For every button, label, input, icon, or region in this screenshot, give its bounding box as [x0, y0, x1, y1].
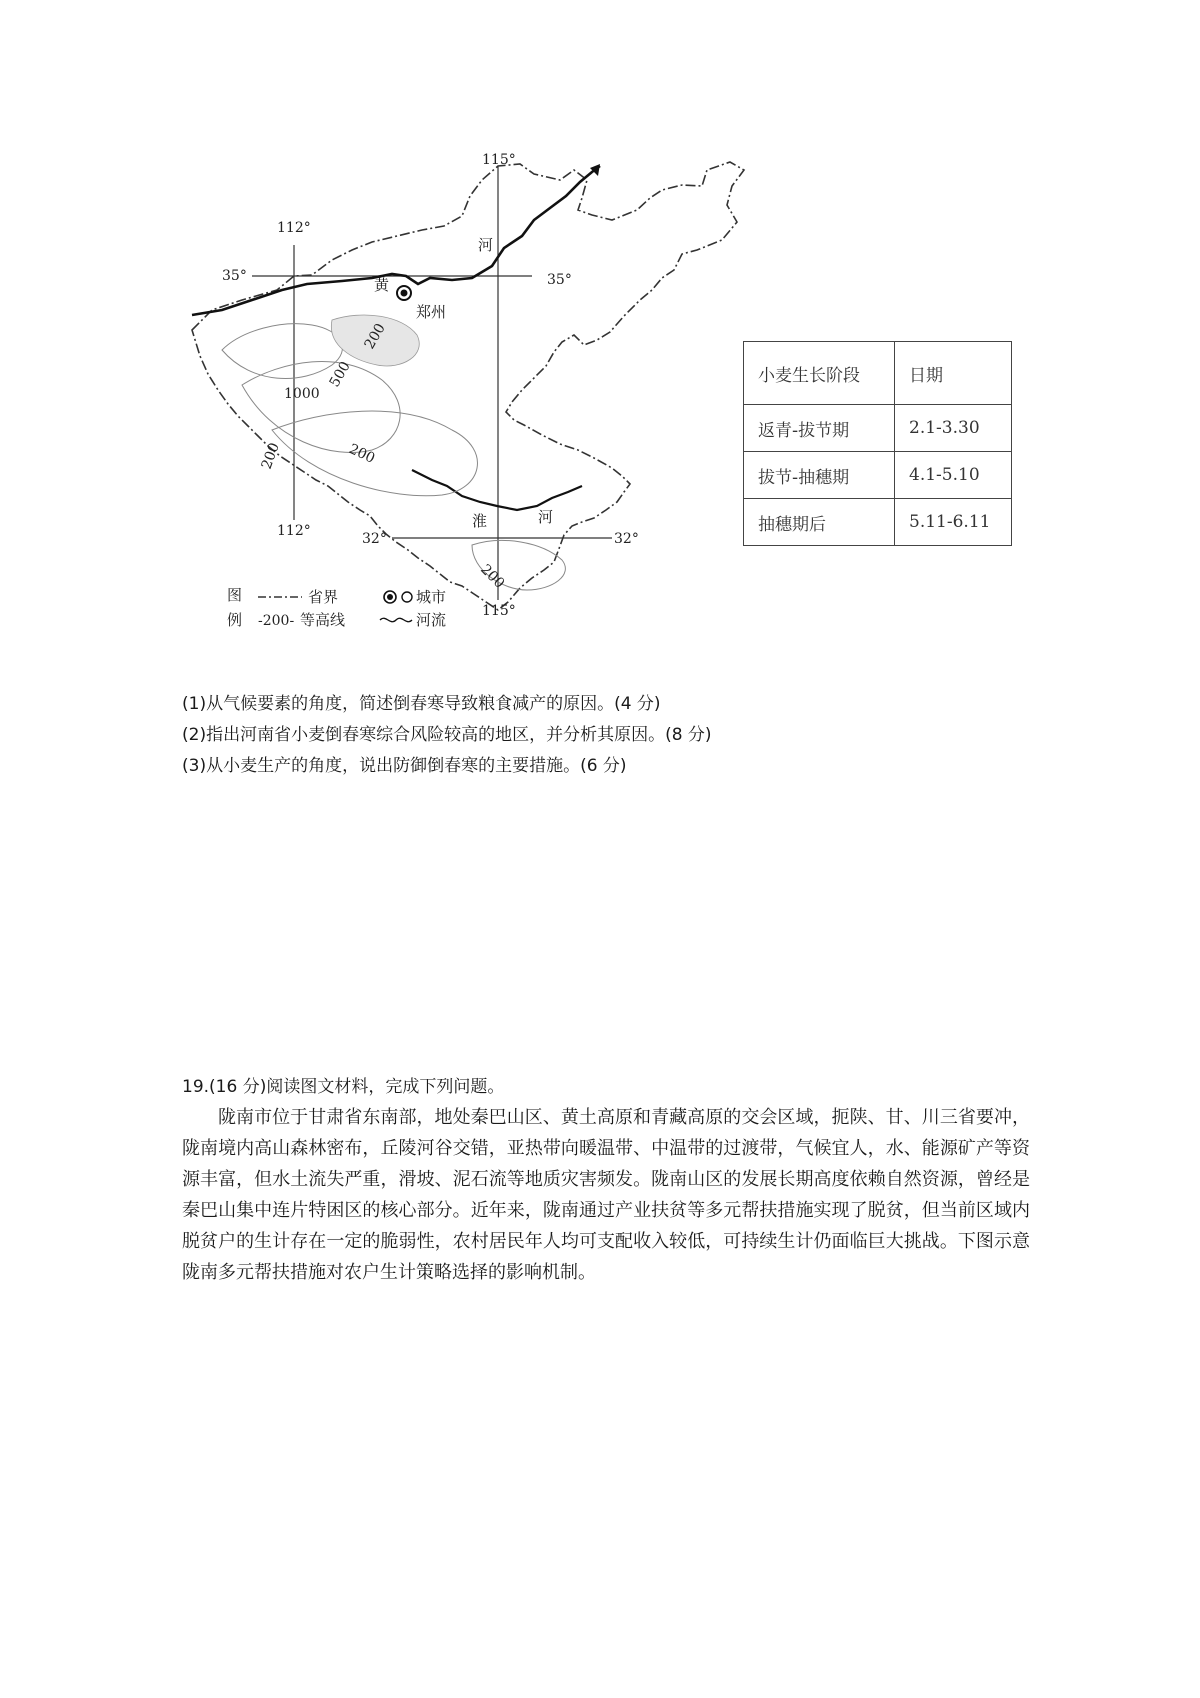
lat-35-left-label: 35°: [222, 268, 247, 284]
river-huang-label: 黄: [374, 276, 390, 294]
table-cell-date: 4.1-5.10: [895, 452, 1012, 499]
legend-title-2: 例: [227, 611, 243, 629]
table-cell-date: 5.11-6.11: [895, 499, 1012, 546]
question-19-heading: 19.(16 分)阅读图文材料，完成下列问题。: [182, 1077, 505, 1097]
yellow-river: [192, 166, 600, 315]
river-he-label-2: 河: [538, 508, 554, 526]
contour-500: [242, 358, 400, 452]
contour-200-label-d: 200: [477, 561, 508, 592]
contour-1000-label: 1000: [284, 386, 320, 402]
river-huai-label: 淮: [472, 512, 488, 530]
contour-1000: [222, 324, 342, 379]
province-border: [192, 162, 744, 610]
table-cell-stage: 拔节-抽穗期: [744, 452, 895, 499]
table-cell-date: 2.1-3.30: [895, 405, 1012, 452]
contour-200-label-b: 200: [258, 440, 283, 472]
lat-32-left-label: 32°: [362, 531, 387, 547]
legend-river: 河流: [416, 611, 447, 629]
contour-200-label-c: 200: [346, 441, 378, 467]
table-row: [744, 405, 1012, 452]
lon-112-top-label: 112°: [277, 220, 311, 236]
table-row: [744, 452, 1012, 499]
zhengzhou-label: 郑州: [416, 303, 447, 321]
table-cell-stage: 抽穗期后: [744, 499, 895, 546]
wheat-growth-table: [743, 341, 1012, 546]
question-3: (3)从小麦生产的角度，说出防御倒春寒的主要措施。(6 分): [182, 756, 627, 776]
lon-112-bottom-label: 112°: [277, 523, 311, 539]
table-header-date: 日期: [895, 342, 1012, 405]
table-header-stage: 小麦生长阶段: [744, 342, 895, 405]
lat-35-right-label: 35°: [547, 272, 572, 288]
legend-contour: 等高线: [300, 611, 346, 629]
lat-32-right-label: 32°: [614, 531, 639, 547]
question-1: (1)从气候要素的角度，简述倒春寒导致粮食减产的原因。(4 分): [182, 694, 661, 714]
lon-115-bottom-label: 115°: [482, 603, 516, 619]
contour-500-label: 500: [326, 358, 354, 390]
lon-115-top-label: 115°: [482, 152, 516, 168]
river-arrow: [590, 164, 600, 176]
table-row: [744, 499, 1012, 546]
legend-province-border: 省界: [308, 588, 339, 606]
contour-200-label-a: 200: [361, 320, 389, 352]
map-legend: [227, 586, 446, 629]
legend-title-1: 图: [227, 586, 243, 604]
table-header-row: [744, 342, 1012, 405]
legend-contour-symbol: -200-: [258, 613, 295, 629]
legend-city: 城市: [416, 588, 447, 606]
table-cell-stage: 返青-拔节期: [744, 405, 895, 452]
river-he-label-1: 河: [478, 236, 494, 254]
huai-river: [412, 470, 582, 510]
legend-river-symbol: [380, 618, 412, 621]
question-2: (2)指出河南省小麦倒春寒综合风险较高的地区，并分析其原因。(8 分): [182, 725, 712, 745]
question-19-paragraph: 陇南市位于甘肃省东南部，地处秦巴山区、黄土高原和青藏高原的交会区域，扼陕、甘、川三省要冲，陇南境内高山森林密布，丘陵河谷交错，亚热带向暖温带、中温带的过渡带，气候宜人，水、能源矿产等资源丰富，但水土流失严重，滑坡、泥石流等地质灾害频发。陇南山区的发展长期高度依赖自然资源，曾经是秦巴山集中连片特困区的核心部分。近年来，陇南通过产业扶贫等多元帮扶措施实现了脱贫，但当前区域内脱贫户的生计存在一定的脆弱性，农村居民年人均可支配收入较低，可持续生计仍面临巨大挑战。下图示意陇南多元帮扶措施对农户生计策略选择的影响机制。: [182, 1107, 1030, 1283]
